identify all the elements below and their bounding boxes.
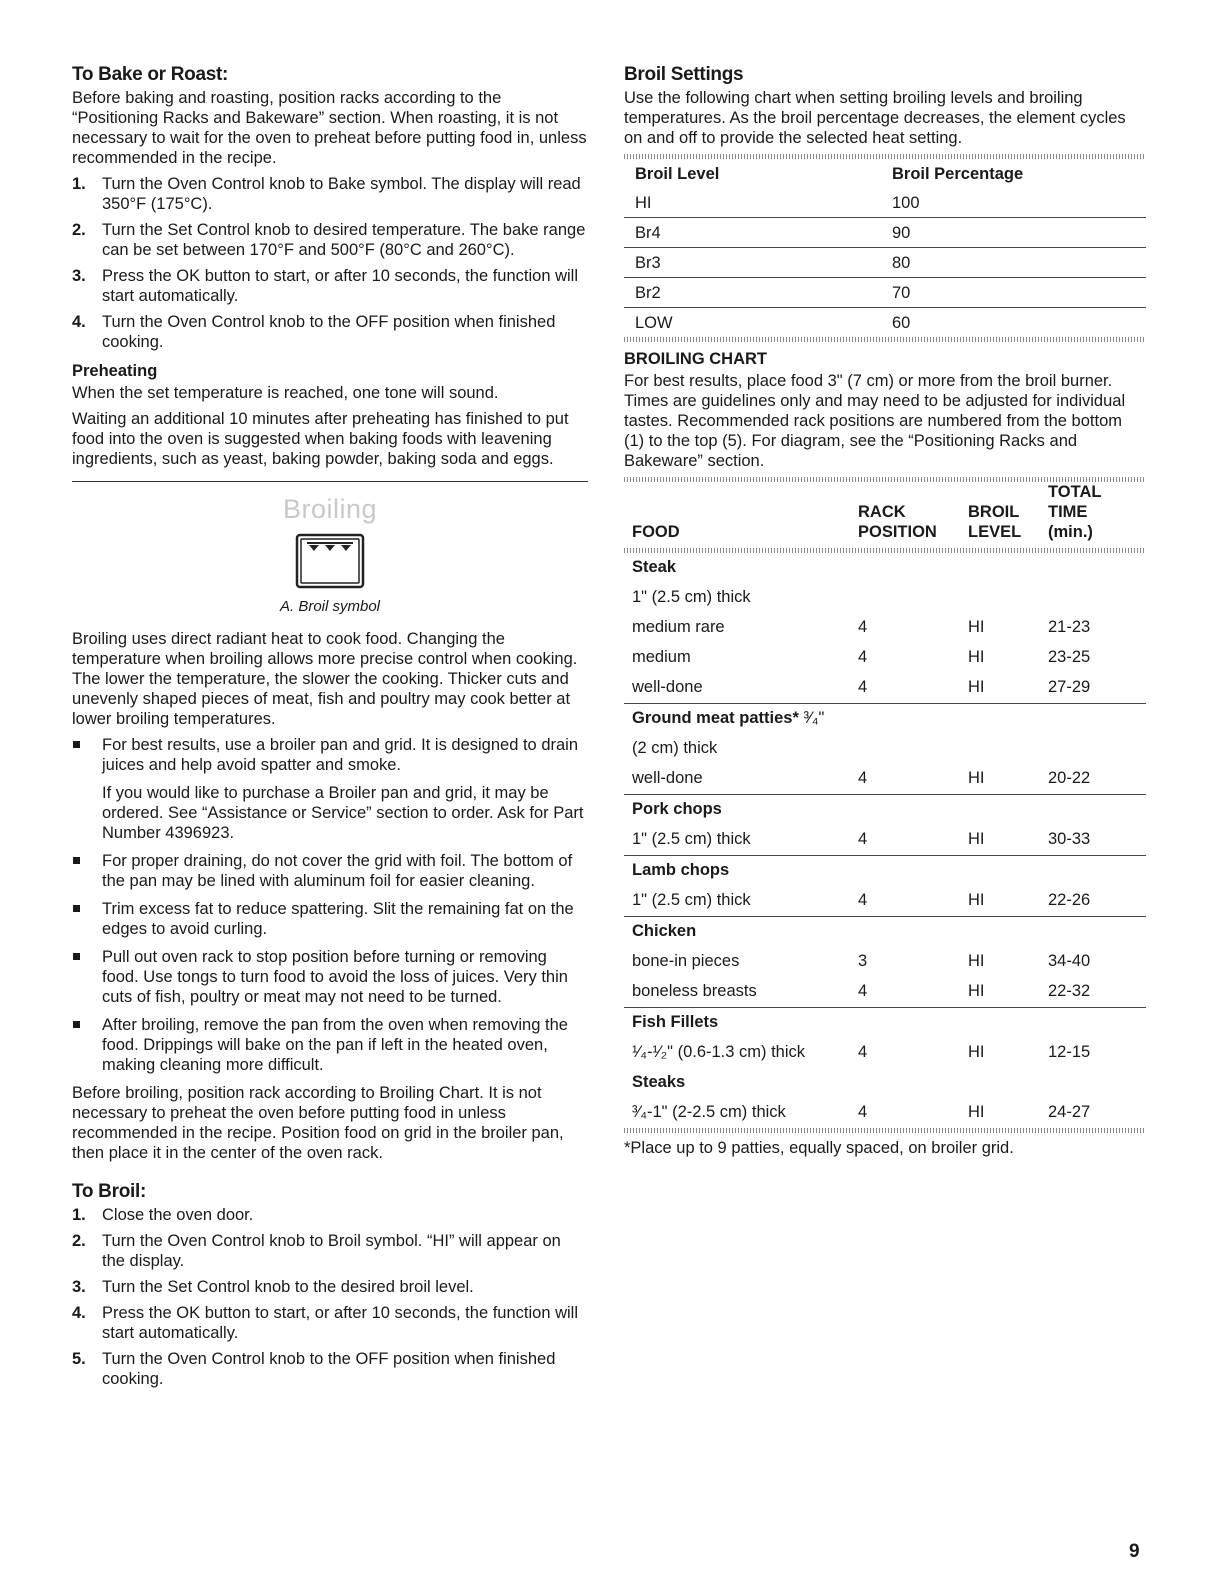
tip-text: Pull out oven rack to stop position before turning or removing food. Use tongs to turn food to avoid the loss of juices. Very thin cuts of fish, poultry or meat may not need to be turned. bbox=[102, 948, 568, 1006]
rack-position-cell bbox=[858, 1068, 968, 1098]
food-name: ¹⁄₄-¹⁄₂" (0.6-1.3 cm) thick bbox=[632, 1043, 806, 1061]
total-time-cell: 27-29 bbox=[1048, 678, 1091, 696]
broiling-chart-header-row bbox=[624, 482, 1146, 548]
total-time-cell: 22-32 bbox=[1048, 982, 1091, 1000]
food-row bbox=[624, 1008, 1146, 1039]
broiling-tip bbox=[72, 1015, 588, 1075]
rack-position-header: RACK POSITION bbox=[858, 503, 937, 541]
rack-position-cell bbox=[858, 1008, 968, 1039]
food-cell bbox=[624, 856, 858, 887]
food-name: Pork chops bbox=[632, 800, 722, 818]
food-row bbox=[624, 583, 1146, 613]
broil-level-cell: HI bbox=[968, 1103, 985, 1121]
left-column bbox=[72, 64, 588, 1395]
chart-bottom-rule bbox=[624, 1128, 1146, 1133]
total-time-cell bbox=[1048, 1068, 1146, 1098]
broil-level-cell: HI bbox=[968, 952, 985, 970]
tip-text: For proper draining, do not cover the grid with foil. The bottom of the pan may be lined with aluminum foil for easier cleaning. bbox=[102, 852, 573, 890]
broil-percentage-cell: 80 bbox=[892, 248, 1146, 278]
food-cell bbox=[624, 917, 858, 948]
food-group bbox=[624, 1008, 1146, 1129]
broil-symbol-figure bbox=[72, 533, 588, 594]
step-text: Turn the Oven Control knob to the OFF position when finished cooking. bbox=[102, 313, 556, 351]
broil-level-cell bbox=[968, 734, 1048, 764]
broil-level-cell bbox=[968, 1008, 1048, 1039]
step-number: 4. bbox=[72, 313, 86, 331]
bullet-square-icon bbox=[73, 1021, 80, 1028]
bake-intro: Before baking and roasting, position racks according to the “Positioning Racks and Bakeware” section. When roasting, it is not necessary to wait for the oven to preheat before putting food in, unless recommended in the recipe. bbox=[72, 89, 587, 167]
tip-text: After broiling, remove the pan from the oven when removing the food. Drippings will bake on the pan if left in the heated oven, making cleaning more difficult. bbox=[102, 1016, 568, 1074]
food-cell bbox=[624, 583, 858, 613]
tip-text: Trim excess fat to reduce spattering. Slit the remaining fat on the edges to avoid curling. bbox=[102, 900, 574, 938]
food-name: 1" (2.5 cm) thick bbox=[632, 891, 751, 909]
section-divider bbox=[72, 481, 588, 482]
food-cell bbox=[624, 643, 858, 673]
broil-level-table bbox=[624, 159, 1146, 337]
broil-level-row bbox=[624, 248, 1146, 278]
total-time-cell bbox=[1048, 553, 1146, 583]
food-row bbox=[624, 673, 1146, 704]
step-text: Turn the Oven Control knob to Broil symbol. “HI” will appear on the display. bbox=[102, 1232, 561, 1270]
food-group bbox=[624, 917, 1146, 1008]
step-text: Turn the Oven Control knob to Bake symbol. The display will read 350°F (175°C). bbox=[102, 175, 581, 213]
broil-level-cell bbox=[968, 704, 1048, 735]
food-name: 1" (2.5 cm) thick bbox=[632, 588, 751, 606]
food-group bbox=[624, 704, 1146, 795]
food-group bbox=[624, 553, 1146, 704]
rack-position-cell bbox=[858, 704, 968, 735]
step-number: 2. bbox=[72, 221, 86, 239]
food-row bbox=[624, 795, 1146, 826]
step-text: Turn the Set Control knob to desired temperature. The bake range can be set between 170°F and 500°F (80°C and 260°C). bbox=[102, 221, 586, 259]
total-time-cell bbox=[1048, 583, 1146, 613]
broil-level-row bbox=[624, 218, 1146, 248]
broil-level-cell: HI bbox=[968, 678, 985, 696]
preheating-heading: Preheating bbox=[72, 362, 158, 380]
broil-level-cell: HI bbox=[968, 618, 985, 636]
step-number: 4. bbox=[72, 1304, 86, 1322]
broiling-chart-table bbox=[624, 482, 1146, 553]
broiling-tip bbox=[72, 899, 588, 939]
broil-level-cell: LOW bbox=[635, 313, 673, 332]
broiling-intro: Broiling uses direct radiant heat to cook food. Changing the temperature when broiling allows more precise control when cooking. The lower the temperature, the slower the cooking. Thicker cuts and unevenly shaped pieces of meat, fish and poultry may cook better at lower broiling temperatures. bbox=[72, 630, 578, 728]
bullet-square-icon bbox=[73, 953, 80, 960]
step-number: 5. bbox=[72, 1350, 86, 1368]
broil-level-cell: Br4 bbox=[624, 218, 892, 248]
broil-level-row bbox=[624, 308, 1146, 338]
rack-position-cell: 4 bbox=[858, 769, 868, 787]
rack-position-cell bbox=[858, 917, 968, 948]
preheating-text-2: Waiting an additional 10 minutes after preheating has finished to put food into the oven is suggested when baking foods with leavening ingredients, such as yeast, baking powder, baking soda and eggs. bbox=[72, 410, 569, 468]
food-cell bbox=[624, 673, 858, 704]
food-cell bbox=[624, 947, 858, 977]
bullet-square-icon bbox=[73, 857, 80, 864]
food-group bbox=[624, 856, 1146, 917]
broil-step-item bbox=[72, 1349, 588, 1389]
food-row bbox=[624, 764, 1146, 795]
total-time-cell: 30-33 bbox=[1048, 830, 1091, 848]
food-suffix: ³⁄₄" bbox=[798, 709, 825, 727]
step-number: 1. bbox=[72, 1206, 86, 1224]
food-cell bbox=[624, 764, 858, 795]
food-name: Chicken bbox=[632, 922, 697, 940]
to-broil-heading: To Broil: bbox=[72, 1181, 146, 1202]
food-cell bbox=[624, 1008, 858, 1039]
broiling-chart-intro: For best results, place food 3" (7 cm) or more from the broil burner. Times are guidelines only and may need to be adjusted for individual tastes. Recommended rack positions are numbered from the bottom (1) to the top (5). For diagram, see the “Positioning Racks and Bakeware” section. bbox=[624, 372, 1126, 470]
total-time-cell bbox=[1048, 704, 1146, 735]
page-number: 9 bbox=[1129, 1541, 1140, 1562]
total-time-header: TOTAL TIME (min.) bbox=[1048, 483, 1102, 541]
food-cell bbox=[624, 553, 858, 583]
broil-step-item bbox=[72, 1205, 588, 1225]
food-group bbox=[624, 795, 1146, 856]
bake-step-item bbox=[72, 174, 588, 214]
food-name: Steak bbox=[632, 558, 677, 576]
food-row bbox=[624, 1038, 1146, 1068]
bullet-square-icon bbox=[73, 905, 80, 912]
broil-level-cell: HI bbox=[968, 769, 985, 787]
broil-level-cell bbox=[968, 856, 1048, 887]
before-broiling-text: Before broiling, position rack according to Broiling Chart. It is not necessary to preheat the oven before putting food in unless recommended in the recipe. Position food on grid in the broiler pan, then place it in the center of the oven rack. bbox=[72, 1084, 564, 1162]
total-time-cell: 21-23 bbox=[1048, 618, 1091, 636]
broil-level-cell bbox=[968, 583, 1048, 613]
food-row bbox=[624, 643, 1146, 673]
food-cell bbox=[624, 795, 858, 826]
food-name: well-done bbox=[632, 678, 703, 696]
rack-position-cell: 4 bbox=[858, 1043, 868, 1061]
broil-level-header: BROIL LEVEL bbox=[968, 503, 1022, 541]
total-time-cell bbox=[1048, 917, 1146, 948]
broil-level-cell bbox=[968, 917, 1048, 948]
food-row bbox=[624, 553, 1146, 583]
food-row bbox=[624, 886, 1146, 917]
rack-position-cell bbox=[858, 856, 968, 887]
broil-step-item bbox=[72, 1303, 588, 1343]
figure-caption: A. Broil symbol bbox=[279, 598, 381, 615]
broil-level-cell: HI bbox=[968, 648, 985, 666]
step-text: Close the oven door. bbox=[102, 1206, 254, 1224]
bake-steps-list bbox=[72, 174, 588, 352]
food-cell bbox=[624, 1068, 858, 1098]
broiling-title: Broiling bbox=[282, 494, 378, 524]
broil-level-cell: HI bbox=[968, 891, 985, 909]
food-name: Ground meat patties* bbox=[632, 709, 799, 727]
broiling-tip bbox=[72, 947, 588, 1007]
broil-level-cell: HI bbox=[624, 188, 892, 218]
broil-steps-list bbox=[72, 1205, 588, 1389]
broil-settings-heading: Broil Settings bbox=[624, 64, 744, 85]
rack-position-cell: 4 bbox=[858, 648, 868, 666]
broil-level-cell: HI bbox=[968, 1043, 985, 1061]
rack-position-cell: 4 bbox=[858, 982, 868, 1000]
broil-level-cell: Br3 bbox=[624, 248, 892, 278]
rack-position-cell: 3 bbox=[858, 952, 868, 970]
food-name: medium bbox=[632, 648, 691, 666]
step-number: 3. bbox=[72, 267, 86, 285]
step-text: Press the OK button to start, or after 10 seconds, the function will start automatically. bbox=[102, 267, 578, 305]
broil-level-header-row bbox=[624, 159, 1146, 188]
rack-position-cell: 4 bbox=[858, 1103, 868, 1121]
food-name: Lamb chops bbox=[632, 861, 730, 879]
food-cell bbox=[624, 1038, 858, 1068]
broil-level-cell: HI bbox=[968, 830, 985, 848]
broil-level-row bbox=[624, 188, 1146, 218]
broil-percentage-header: Broil Percentage bbox=[892, 164, 1024, 183]
food-name: bone-in pieces bbox=[632, 952, 740, 970]
broil-step-item bbox=[72, 1277, 588, 1297]
food-name: Steaks bbox=[632, 1073, 686, 1091]
broil-percentage-cell: 100 bbox=[892, 188, 1146, 218]
total-time-cell bbox=[1048, 795, 1146, 826]
bullet-square-icon bbox=[73, 741, 80, 748]
total-time-cell: 22-26 bbox=[1048, 891, 1091, 909]
food-row bbox=[624, 613, 1146, 643]
food-row bbox=[624, 734, 1146, 764]
food-cell bbox=[624, 886, 858, 917]
food-name: Fish Fillets bbox=[632, 1013, 719, 1031]
broiling-tip bbox=[72, 851, 588, 891]
food-cell bbox=[624, 825, 858, 856]
table-bottom-rule bbox=[624, 337, 1146, 342]
food-cell bbox=[624, 613, 858, 643]
broil-percentage-cell: 70 bbox=[892, 278, 1146, 308]
total-time-cell: 24-27 bbox=[1048, 1103, 1091, 1121]
step-text: Turn the Set Control knob to the desired broil level. bbox=[102, 1278, 474, 1296]
broiling-chart-body bbox=[624, 553, 1146, 1128]
food-row bbox=[624, 977, 1146, 1008]
food-name: ³⁄₄-1" (2-2.5 cm) thick bbox=[632, 1103, 786, 1121]
tip-text: For best results, use a broiler pan and grid. It is designed to drain juices and help avoid spatter and smoke. bbox=[102, 736, 579, 774]
bake-step-item bbox=[72, 266, 588, 306]
food-name: 1" (2.5 cm) thick bbox=[632, 830, 751, 848]
food-cell bbox=[624, 1098, 858, 1128]
step-text: Press the OK button to start, or after 10 seconds, the function will start automatically. bbox=[102, 1304, 578, 1342]
food-cell bbox=[624, 977, 858, 1008]
broil-percentage-cell: 90 bbox=[892, 218, 1146, 248]
total-time-cell: 34-40 bbox=[1048, 952, 1091, 970]
broiling-tips-list bbox=[72, 735, 588, 1075]
food-cell bbox=[624, 734, 858, 764]
rack-position-cell: 4 bbox=[858, 678, 868, 696]
step-text: Turn the Oven Control knob to the OFF position when finished cooking. bbox=[102, 1350, 556, 1388]
food-header: FOOD bbox=[632, 523, 680, 541]
total-time-cell bbox=[1048, 1008, 1146, 1039]
broil-level-cell: Br2 bbox=[624, 278, 892, 308]
broiling-chart-heading: BROILING CHART bbox=[624, 350, 767, 368]
food-name: (2 cm) thick bbox=[632, 739, 718, 757]
broil-level-cell: HI bbox=[968, 982, 985, 1000]
broil-percentage-cell: 60 bbox=[892, 313, 911, 332]
rack-position-cell bbox=[858, 553, 968, 583]
rack-position-cell: 4 bbox=[858, 830, 868, 848]
rack-position-cell bbox=[858, 583, 968, 613]
broil-step-item bbox=[72, 1231, 588, 1271]
broil-level-cell bbox=[968, 795, 1048, 826]
broil-level-cell bbox=[968, 553, 1048, 583]
broil-level-header: Broil Level bbox=[635, 164, 720, 183]
food-row bbox=[624, 1098, 1146, 1128]
food-row bbox=[624, 825, 1146, 856]
food-name: medium rare bbox=[632, 618, 725, 636]
rack-position-cell bbox=[858, 795, 968, 826]
food-name: boneless breasts bbox=[632, 982, 757, 1000]
total-time-cell: 23-25 bbox=[1048, 648, 1091, 666]
broil-level-cell bbox=[968, 1068, 1048, 1098]
preheating-text-1: When the set temperature is reached, one tone will sound. bbox=[72, 384, 499, 402]
footnote: *Place up to 9 patties, equally spaced, on broiler grid. bbox=[624, 1139, 1014, 1157]
broil-settings-intro: Use the following chart when setting broiling levels and broiling temperatures. As the broil percentage decreases, the element cycles on and off to provide the selected heat setting. bbox=[624, 89, 1126, 147]
food-row bbox=[624, 704, 1146, 735]
total-time-cell: 12-15 bbox=[1048, 1043, 1091, 1061]
broil-symbol-icon bbox=[295, 533, 365, 589]
step-number: 3. bbox=[72, 1278, 86, 1296]
rack-position-cell: 4 bbox=[858, 891, 868, 909]
bake-step-item bbox=[72, 220, 588, 260]
broiling-tip bbox=[72, 735, 588, 843]
food-row bbox=[624, 856, 1146, 887]
rack-position-cell bbox=[858, 734, 968, 764]
right-column bbox=[624, 64, 1146, 1158]
step-number: 1. bbox=[72, 175, 86, 193]
total-time-cell bbox=[1048, 734, 1146, 764]
step-number: 2. bbox=[72, 1232, 86, 1250]
bake-heading: To Bake or Roast: bbox=[72, 64, 229, 85]
total-time-cell bbox=[1048, 856, 1146, 887]
food-cell bbox=[624, 704, 858, 735]
bake-step-item bbox=[72, 312, 588, 352]
food-row bbox=[624, 947, 1146, 977]
food-name: well-done bbox=[632, 769, 703, 787]
broil-level-row bbox=[624, 278, 1146, 308]
tip-subtext: If you would like to purchase a Broiler pan and grid, it may be ordered. See “Assistance or Service” section to order. Ask for Part Number 4396923. bbox=[102, 784, 584, 842]
rack-position-cell: 4 bbox=[858, 618, 868, 636]
food-row bbox=[624, 917, 1146, 948]
total-time-cell: 20-22 bbox=[1048, 769, 1091, 787]
food-row bbox=[624, 1068, 1146, 1098]
